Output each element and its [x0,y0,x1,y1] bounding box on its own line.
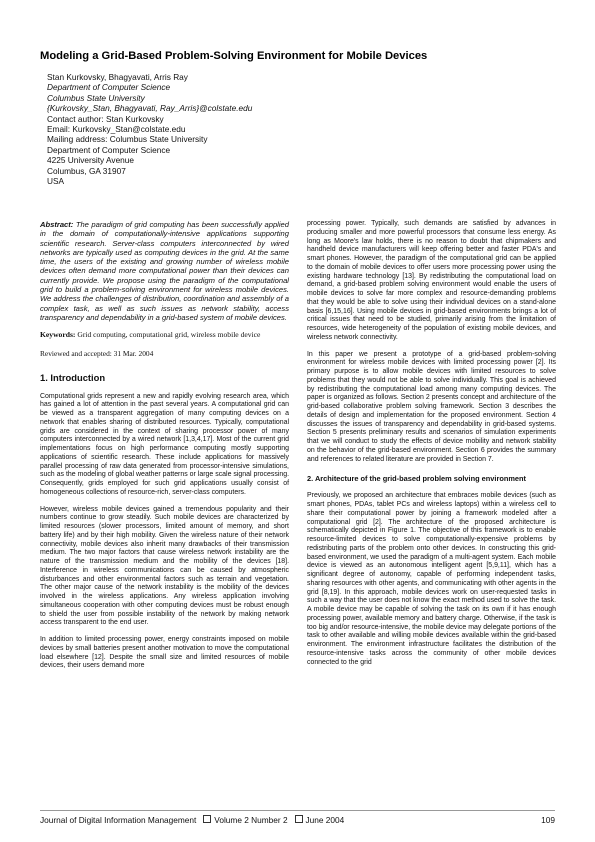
abstract-label: Abstract: [40,220,74,229]
street-address: 4225 University Avenue [47,155,135,166]
journal-name: Journal of Digital Information Management [40,815,197,825]
right-column [307,220,556,675]
footer-left [40,815,344,825]
journal-date: June 2004 [305,815,345,825]
country: USA [47,176,65,187]
intro-paragraph-3: In addition to limited processing power, energy constraints imposed on mobile devices by small batteries present another motivation to move the computational load elsewhere [12]. Despite the small size and limited resources of mobile devices, their users demand more [40,636,289,670]
architecture-paragraph-1: Previously, we proposed an architecture that embraces mobile devices (such as smart phones, PDAs, tablet PCs and wireless laptops) within a wireless cell to share their computational power by joining a framework modeled after a computational grid [2]. The architecture of the proposed architecture is schematically depicted in Figure 1. The objective of this framework is to enable resource-limited devices to solve computationally-expensive problems by redistributing parts of the problem onto other devices. In constructing this grid-based environment, we used the paradigm of a multi-agent system. Each mobile device is viewed as an autonomous intelligent agent [5,9,11], which has a significant degree of autonomy, capable of performing independent tasks, sharing resources with other agents, and communicating with other agents in the grid [8,19]. In this approach, mobile devices work on user-requested tasks in such a way that the user does not know the exact method used to solve the task. A mobile device may be capable of solving the task on its own if it has enough processing power, available memory and battery charge. Otherwise, if the task is too big and/or resource-intensive, the mobile device may delegate portions of the task to other available and willing mobile devices available within the grid-based environment. The environment infrastructure facilitates the distribution of the resource-intensive tasks across the community of other mobile devices connected to the grid [307,492,556,666]
checkbox-bullet-icon [203,815,211,823]
reviewed-note: Reviewed and accepted: 31 Mar. 2004 [40,348,154,358]
author-names: Stan Kurkovsky, Bhagyavati, Arris Ray [47,72,188,82]
section-heading-architecture: 2. Architecture of the grid-based problem solving environment [307,474,527,484]
contact-author: Contact author: Stan Kurkovsky [47,113,164,124]
intro-paragraph-5: In this paper we present a prototype of a grid-based problem-solving environment for wireless mobile devices with limited processing power [2]. Its primary purpose is to allow mobile devices with limited resources to solve problems that they would not be able to solve individually. This goal is achieved by redistributing the computational load among many computing devices. The paper is organized as follows. Section 2 presents concept and architecture of the grid-based collaborative problem solving framework. Section 3 describes the details of design and implementation for the proposed environment. Section 4 discusses the issues of transparency and dependability in grid-based systems. Section 5 presents preliminary results and scenarios of simulation experiments that we will conduct to study the effects of device mobility and network stability on the behavior of the grid-based environment. Section 6 provides the summary and references to related literature are provided in Section 7. [307,350,556,463]
keywords-label: Keywords: [40,330,76,340]
city-address: Columbus, GA 31907 [47,165,126,176]
checkbox-bullet-icon [295,815,303,823]
contact-email: Email: Kurkovsky_Stan@colstate.edu [47,124,186,135]
keywords [40,330,289,339]
page-footer [40,815,555,825]
mailing-address: Mailing address: Columbus State University [47,134,208,145]
keywords-text: Grid computing, computational grid, wireless mobile device [75,330,261,340]
intro-paragraph-1: Computational grids represent a new and rapidly evolving research area, which has gained a lot of attention in the past several years. A computational grid can be viewed as a transparent aggregation of many computing devices on a network that enables sharing of distributed resources. Typically, computational grids are considered in the context of sharing processor power of many computers interconnected by a wired network [1,3,4,17]. Most of the current grid implementations focus on high performance computing mostly supporting applications of scientific research. These include applications for massively parallel processing of raw data generated from processor-intensive simulations, such as the modeling of global weather patterns or large scale signal processing. Consequently, grids employed for such grid applications usually consist of homogeneous collections of resource-rich, server-class computers. [40,392,289,496]
page-number: 109 [541,815,555,825]
footer-rule [40,810,555,811]
author-block [47,72,527,186]
author-department: Department of Computer Science [47,82,171,93]
intro-paragraph-2: However, wireless mobile devices gained a tremendous popularity and their numbers continue to grow steadily. Such mobile devices are characterized by limited resources (slower processors, limited amount of memory, and short battery life) and by their high mobility. Given the wireless nature of their network connectivity, mobile devices also inherit many drawbacks of their transmission medium. The two major factors that cause wireless network instability are the nature of the transmission medium and the mobility of the devices [18]. Interference in wireless communications can be caused by atmospheric disturbances and other environmental factors such as terrain and vegetation. The other major cause of the network instability is the mobility of the devices involved in the wireless applications. Any wireless application involving simultaneous cooperation with other computing devices must be robust enough to shield the user from possible instability of the network by making network access transparent to the end user. [40,505,289,627]
author-university: Columbus State University [47,92,145,103]
section-heading-introduction: 1. Introduction [40,371,106,383]
mailing-department: Department of Computer Science [47,144,171,155]
abstract-text: The paradigm of grid computing has been successfully applied in the domain of computationally-intensive applications supporting scientific research. Server-class computers interconnected by wired networks are typically used as computing devices in the grid. At the same time, the users of the existing and growing number of wireless mobile devices often demand more computational power than their devices can currently provide. We propose using the paradigm of the computational grid to build a problem-solving environment for wireless mobile devices. We address the challenges of distribution, coordination and assembly of a complex task, as well as such issues as network stability, access transparency and dependability in a grid-based system of mobile devices. [40,220,289,322]
journal-volume: Volume 2 Number 2 [214,815,288,825]
abstract [40,220,289,322]
intro-paragraph-4: processing power. Typically, such demands are satisfied by advances in producing smaller and more powerful processors that consume less energy. As long as Moore's law holds, there is no reason to doubt that chipmakers and handheld device manufacturers will keep offering better and faster PDA's and smart phones. However, the paradigm of the computational grid can be applied to the domain of mobile devices to offer users more processing power using the existing hardware technology [13]. By redistributing the computational load on demand, a grid-based problem solving environment would enable the users of mobile devices to solve far more complex and resource-demanding problems that they would be able to solve using their individual devices on a stand-alone basis [6,15,16]. Using mobile devices in grid-based environments brings a lot of critical issues that need to be studied, primarily arising from the limitation of resources, wide heterogeneity of the population of existing mobile devices, and wireless network connectivity. [307,220,556,341]
author-emails: {Kurkovsky_Stan, Bhagyavati, Ray_Arris}@colstate.edu [47,103,253,114]
paper-title: Modeling a Grid-Based Problem-Solving Environment for Mobile Devices [40,50,428,62]
left-column [40,220,289,679]
